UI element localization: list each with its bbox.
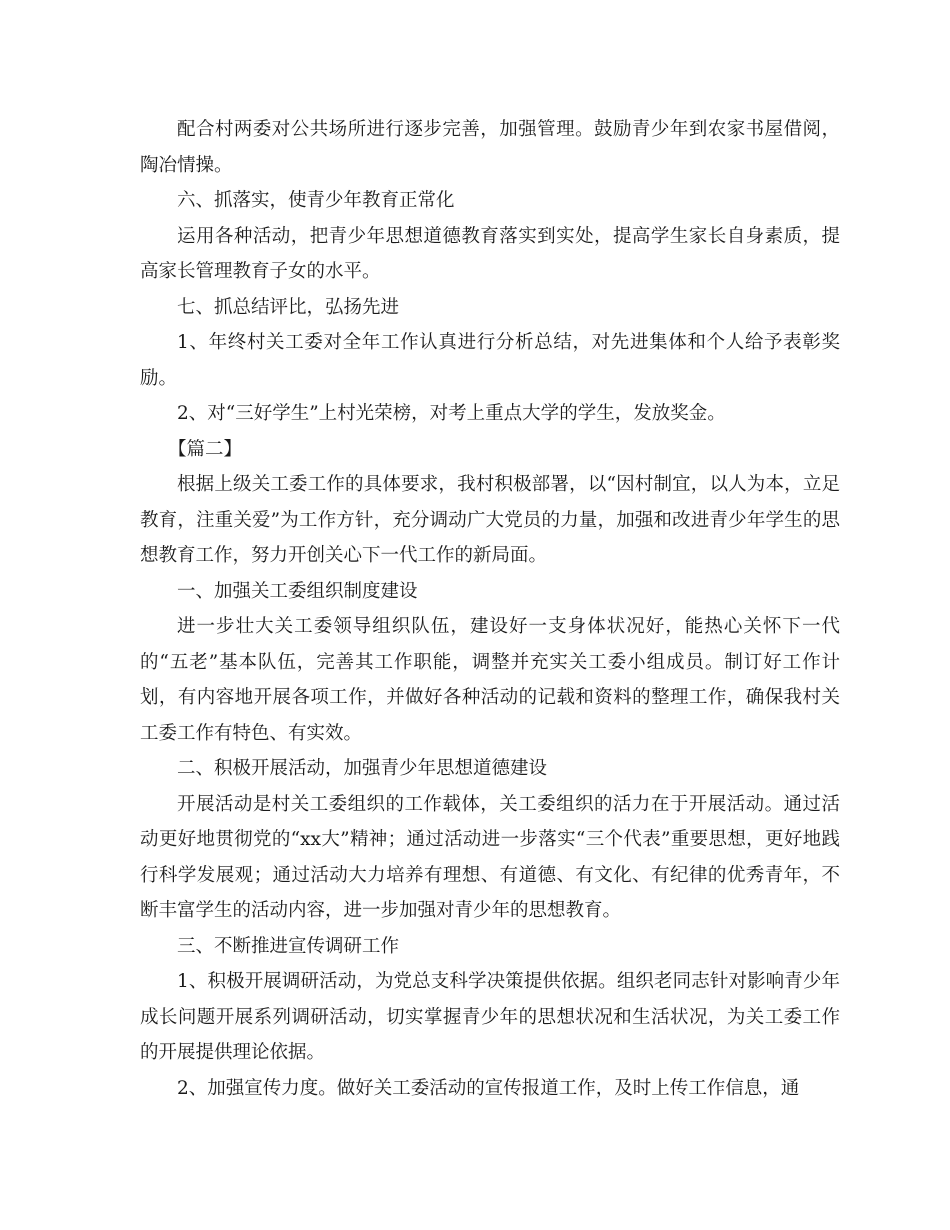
section-heading: 二、积极开展活动，加强青少年思想道德建设 bbox=[177, 758, 548, 779]
paragraph: 1、年终村关工委对全年工作认真进行分析总结，对先进集体和个人给予表彰奖励。 bbox=[140, 332, 840, 389]
paragraph: 根据上级关工委工作的具体要求，我村积极部署，以“因村制宜，以人为本，立足教育，注重关爱”为工作方针，充分调动广大党员的力量，加强和改进青少年学生的思想教育工作，努力开创关心下一代工作的新局面。 bbox=[140, 474, 840, 566]
paragraph: 进一步壮大关工委领导组织队伍，建设好一支身体状况好，能热心关怀下一代的“五老”基本队伍，完善其工作职能，调整并充实关工委小组成员。制订好工作计划，有内容地开展各项工作，并做好各种活动的记载和资料的整理工作，确保我村关工委工作有特色、有实效。 bbox=[140, 616, 840, 744]
section-heading: 一、加强关工委组织制度建设 bbox=[177, 580, 418, 602]
paragraph: 开展活动是村关工委组织的工作载体，关工委组织的活力在于开展活动。通过活动更好地贯彻党的“xx大”精神；通过活动进一步落实“三个代表”重要思想，更好地践行科学发展观；通过活动大力培养有理想、有道德、有文化、有纪律的优秀青年，不断丰富学生的活动内容，进一步加强对青少年的思想教育。 bbox=[140, 793, 840, 921]
section-heading: 六、抓落实，使青少年教育正常化 bbox=[177, 190, 455, 211]
part-heading: 【篇二】 bbox=[168, 438, 243, 460]
section-heading: 七、抓总结评比，弘扬先进 bbox=[177, 296, 400, 318]
paragraph: 2、对“三好学生”上村光荣榜，对考上重点大学的学生，发放奖金。 bbox=[177, 403, 726, 424]
paragraph: 2、加强宣传力度。做好关工委活动的宣传报道工作，及时上传工作信息，通 bbox=[177, 1077, 800, 1099]
paragraph: 1、积极开展调研活动，为党总支科学决策提供依据。组织老同志针对影响青少年成长问题开展系列调研活动，切实掌握青少年的思想状况和生活状况，为关工委工作的开展提供理论依据。 bbox=[140, 971, 840, 1063]
document-page bbox=[140, 112, 840, 1106]
section-heading: 三、不断推进宣传调研工作 bbox=[177, 935, 400, 957]
paragraph: 运用各种活动，把青少年思想道德教育落实到实处，提高学生家长自身素质，提高家长管理教育子女的水平。 bbox=[140, 225, 840, 282]
paragraph: 配合村两委对公共场所进行逐步完善，加强管理。鼓励青少年到农家书屋借阅，陶冶情操。 bbox=[140, 119, 840, 176]
